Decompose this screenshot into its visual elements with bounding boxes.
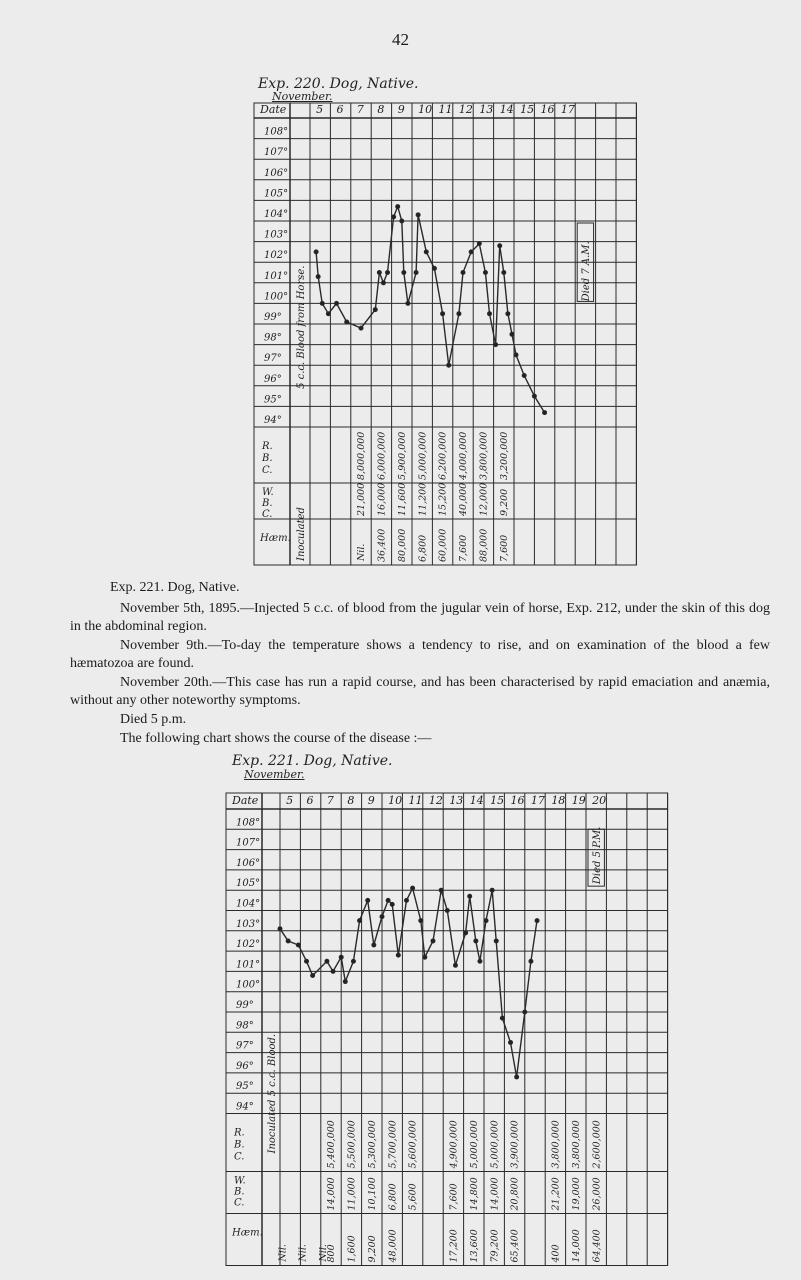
chart2-date-5: 5 <box>286 794 294 807</box>
chart1-temp-point <box>461 271 465 275</box>
chart2-temp-point <box>439 888 443 892</box>
chart2-wbc-value: 11,000 <box>346 1177 358 1211</box>
chart2-date-20: 20 <box>592 794 607 807</box>
chart2-temp-point <box>404 898 408 902</box>
chart1-temp-label: 106° <box>264 167 289 179</box>
chart2-temp-point <box>468 894 472 898</box>
chart2-wbc-value: 19,000 <box>570 1177 582 1211</box>
chart2-temp-label: 99° <box>236 1000 254 1011</box>
chart1-rbc-value: 3,800,000 <box>478 431 490 480</box>
chart1-wbc-value: 12,000 <box>478 482 490 516</box>
chart1-rbc-value: 5,000,000 <box>417 431 429 480</box>
para-3: November 20th.—This case has run a rapid course, and has been characterised by rapid emaciation and anæmia, without any other noteworthy symptoms. <box>70 675 770 708</box>
chart1-temp-label: 108° <box>264 126 289 138</box>
chart2-date-19: 19 <box>571 794 586 807</box>
chart2-wbc-value: 14,800 <box>468 1177 480 1211</box>
chart1-temp-point <box>335 301 339 305</box>
chart2-rbc-value: 5,600,000 <box>407 1120 419 1169</box>
chart2-haem-nil: Nil. <box>318 1244 330 1262</box>
chart2-date-13: 13 <box>449 794 464 807</box>
chart1-date-6: 6 <box>336 103 344 116</box>
chart1-wbc-value: 9,200 <box>498 488 510 516</box>
chart2-haem-value: 14,000 <box>570 1229 582 1263</box>
chart2-date-14: 14 <box>469 794 484 807</box>
chart1-haem-value: 36,400 <box>376 528 388 562</box>
chart1-temp-label: 94° <box>264 415 282 426</box>
chart2-date-label: Date <box>232 794 259 807</box>
chart2-date-9: 9 <box>367 794 375 807</box>
chart1-inoculated: Inoculated <box>296 507 307 561</box>
chart1-haem-value: 7,600 <box>498 534 510 562</box>
chart2-rbc-value: 3,800,000 <box>550 1120 562 1169</box>
chart2-haem-value: 48,000 <box>387 1229 399 1263</box>
chart1-haem-value: 6,800 <box>417 534 429 562</box>
chart1-temp-point <box>326 312 330 316</box>
caption: Exp. 221. Dog, Native. <box>110 580 240 595</box>
chart2-date-16: 16 <box>510 794 525 807</box>
chart2-haem-value: 800 <box>326 1244 338 1263</box>
chart1-death-note: Died 7 A.M. <box>581 241 593 302</box>
chart1-date-15: 15 <box>520 103 535 116</box>
chart1-temp-point <box>498 244 502 248</box>
chart1-date-11: 11 <box>438 103 453 116</box>
chart1-date-10: 10 <box>418 103 433 116</box>
chart1-temp-label: 97° <box>264 353 282 365</box>
chart2-temp-point <box>305 959 309 963</box>
chart1-rbc-value: 4,000,000 <box>458 431 470 480</box>
chart1-wbc-value: 15,200 <box>437 482 449 516</box>
chart2-haem-value: 17,200 <box>448 1229 460 1263</box>
chart1-wbc-value: 40,000 <box>458 482 470 516</box>
chart2-temp-point <box>411 886 415 890</box>
chart2-temp-point <box>351 959 355 963</box>
chart1-temp-label: 98° <box>264 332 282 344</box>
chart2-temp-point <box>372 943 376 947</box>
chart1-date-label: Date <box>260 103 287 116</box>
chart1-temp-point <box>510 332 514 336</box>
chart2-temp-point <box>453 963 457 967</box>
chart1-date-16: 16 <box>540 103 555 116</box>
para-2: November 9th.—To-day the temperature shows a tendency to rise, and on examination of the blood a few hæmatozoa are found. <box>70 638 770 671</box>
chart1-temp-point <box>522 374 526 378</box>
chart2-wbc-value: 5,600 <box>407 1183 419 1211</box>
chart1-temp-point <box>345 320 349 324</box>
chart1-temp-point <box>494 343 498 347</box>
chart2-temp-label: 102° <box>236 939 261 951</box>
chart1-temp-label: 102° <box>264 250 289 262</box>
chart2-date-15: 15 <box>490 794 505 807</box>
chart2-haem-value: 64,400 <box>591 1229 603 1263</box>
chart2-wbc-value: 14,000 <box>489 1177 501 1211</box>
chart2-temp-label: 95° <box>236 1081 254 1093</box>
chart2-temp-point <box>445 909 449 913</box>
chart2-temp-point <box>478 959 482 963</box>
chart1-subtitle: November. <box>272 90 333 103</box>
chart2-death-note: Died 5 P.M. <box>592 826 603 885</box>
chart1-haem-value: 7,600 <box>458 534 470 562</box>
chart2-rbc-value: 5,000,000 <box>489 1120 501 1169</box>
chart2-wbc-value: 6,800 <box>387 1183 399 1211</box>
chart2-haem-nil: Nil. <box>297 1244 309 1262</box>
chart2-rbc-value: 3,900,000 <box>509 1120 521 1169</box>
chart1-haem-value: 88,000 <box>478 528 490 562</box>
para-1: November 5th, 1895.—Injected 5 c.c. of blood from the jugular vein of horse, Exp. 212, under the skin of this dog in the abdominal region. <box>70 601 770 634</box>
chart2-temp-label: 105° <box>236 878 261 890</box>
chart1-wbc-label-1: B. <box>262 498 273 509</box>
chart1-temp-point <box>483 271 487 275</box>
chart2-date-7: 7 <box>326 794 334 807</box>
para-4: Died 5 p.m. <box>120 712 187 727</box>
chart2-temp-label: 108° <box>236 817 261 829</box>
chart2-vertical-note: Inoculated 5 c.c. Blood. <box>267 1033 278 1154</box>
chart1-temp-point <box>502 271 506 275</box>
chart1-date-5: 5 <box>316 103 324 116</box>
chart1-haem-label: Hæm. <box>260 533 291 544</box>
chart1-temp-point <box>543 411 547 415</box>
chart2-temp-point <box>474 939 478 943</box>
chart2-wbc-value: 7,600 <box>448 1183 460 1211</box>
chart1-temp-point <box>514 353 518 357</box>
chart2-rbc-label-2: C. <box>234 1151 245 1163</box>
chart2-temp-point <box>390 902 394 906</box>
chart2-rbc-value: 5,300,000 <box>366 1120 378 1169</box>
chart2-haem-value: 400 <box>550 1244 562 1263</box>
chart1-rbc-label-2: C. <box>262 465 273 476</box>
chart1-wbc-label-2: C. <box>262 509 273 520</box>
chart2-temp-point <box>366 898 370 902</box>
chart1-temp-point <box>457 312 461 316</box>
chart2-rbc-label-0: R. <box>234 1127 245 1139</box>
chart2-date-18: 18 <box>551 794 566 807</box>
chart1-temp-point <box>506 312 510 316</box>
chart2-temp-point <box>386 898 390 902</box>
chart2-date-11: 11 <box>408 794 423 807</box>
chart2-temp-point <box>423 955 427 959</box>
chart2-wbc-label-1: B. <box>234 1186 245 1198</box>
chart1-temp-point <box>377 271 381 275</box>
chart2-temp-label: 94° <box>236 1101 254 1113</box>
chart1-date-14: 14 <box>499 103 514 116</box>
chart2-date-10: 10 <box>388 794 403 807</box>
chart1-temp-point <box>532 394 536 398</box>
chart2-haem-value: 65,400 <box>509 1229 521 1263</box>
chart1-haem-value: 60,000 <box>437 528 449 562</box>
chart2-temp-label: 101° <box>236 959 261 971</box>
chart2-haem-label: Hæm. <box>232 1227 263 1239</box>
chart1-wbc-value: 11,200 <box>417 482 429 516</box>
chart2-temp-point <box>339 955 343 959</box>
chart2-date-17: 17 <box>530 794 545 807</box>
chart2-wbc-value: 26,000 <box>591 1177 603 1211</box>
chart1-temp-point <box>406 301 410 305</box>
chart1-temp-label: 105° <box>264 188 289 200</box>
chart1-date-17: 17 <box>560 103 575 116</box>
chart1-temp-point <box>316 275 320 279</box>
chart1-temp-point <box>396 205 400 209</box>
chart2-wbc-label-0: W. <box>234 1175 246 1187</box>
chart1-temp-point <box>359 326 363 330</box>
chart2-title: Exp. 221. Dog, Native. <box>232 753 393 769</box>
chart2-temp-point <box>325 959 329 963</box>
page-number: 42 <box>392 30 409 49</box>
chart1-temp-label: 107° <box>264 147 289 159</box>
chart1-rbc-value: 6,200,000 <box>437 431 449 480</box>
chart2-rbc-value: 5,700,000 <box>387 1120 399 1169</box>
chart2-wbc-value: 10,100 <box>366 1177 378 1211</box>
chart1-temp-label: 96° <box>264 373 282 385</box>
chart2-temp-label: 97° <box>236 1040 254 1052</box>
chart1-temp-point <box>373 308 377 312</box>
chart1-wbc-value: 16,000 <box>376 482 388 516</box>
chart1-temp-point <box>400 219 404 223</box>
chart1-date-8: 8 <box>377 103 385 116</box>
chart1-temp-point <box>414 271 418 275</box>
chart1-temp-point <box>424 250 428 254</box>
chart2-date-6: 6 <box>306 794 314 807</box>
chart2-rbc-value: 2,600,000 <box>591 1120 603 1169</box>
chart2-wbc-label-2: C. <box>234 1197 245 1209</box>
chart2-haem-value: 79,200 <box>489 1229 501 1263</box>
chart2-temp-point <box>396 953 400 957</box>
chart1-rbc-value: 8,000,000 <box>356 431 368 480</box>
chart2-temp-point <box>431 939 435 943</box>
chart1-title: Exp. 220. Dog, Native. <box>258 76 419 92</box>
chart2-haem-value: 1,600 <box>346 1235 358 1263</box>
chart2-date-12: 12 <box>428 794 443 807</box>
chart2-rbc-value: 5,400,000 <box>326 1120 338 1169</box>
chart2-temp-point <box>464 931 468 935</box>
chart2-haem-nil: Nil. <box>277 1244 289 1262</box>
chart1-date-9: 9 <box>397 103 405 116</box>
chart2-temp-label: 107° <box>236 837 261 849</box>
chart1-rbc-label-1: B. <box>262 453 273 464</box>
chart1-rbc-value: 5,900,000 <box>396 431 408 480</box>
chart2-temp-point <box>296 943 300 947</box>
chart2-temp-point <box>311 973 315 977</box>
chart2-temp-point <box>509 1040 513 1044</box>
chart2-subtitle: November. <box>244 768 305 781</box>
chart2-temp-point <box>380 915 384 919</box>
chart1-date-7: 7 <box>356 103 364 116</box>
chart1-temp-point <box>488 312 492 316</box>
chart1-temp-point <box>402 271 406 275</box>
para-5: The following chart shows the course of the disease :— <box>120 731 432 746</box>
chart2-temp-point <box>331 969 335 973</box>
chart2-wbc-value: 14,000 <box>326 1177 338 1211</box>
chart2-temp-point <box>515 1075 519 1079</box>
chart1-rbc-value: 3,200,000 <box>498 431 510 480</box>
chart2-temp-label: 103° <box>236 918 261 930</box>
chart1-temp-point <box>432 266 436 270</box>
chart2-temp-point <box>494 939 498 943</box>
chart2-temp-label: 98° <box>236 1020 254 1032</box>
chart2-temp-label: 106° <box>236 857 261 869</box>
chart2-wbc-value: 21,200 <box>550 1177 562 1211</box>
chart2-temp-point <box>484 919 488 923</box>
chart1-date-12: 12 <box>458 103 473 116</box>
chart1-date-13: 13 <box>479 103 494 116</box>
chart2-temp-label: 96° <box>236 1060 254 1072</box>
chart1-temp-point <box>477 242 481 246</box>
chart1-temp-point <box>447 363 451 367</box>
chart1-wbc-label-0: W. <box>262 487 274 498</box>
chart2-date-8: 8 <box>347 794 355 807</box>
chart2-rbc-value: 5,000,000 <box>468 1120 480 1169</box>
chart2-temp-point <box>523 1010 527 1014</box>
chart2-rbc-label-1: B. <box>234 1139 245 1151</box>
chart1-temp-label: 99° <box>264 312 282 323</box>
chart1-temp-point <box>392 215 396 219</box>
chart2-temp-label: 100° <box>236 979 261 991</box>
chart2-temp-point <box>286 939 290 943</box>
chart2-haem-value: 13,600 <box>468 1229 480 1263</box>
chart1-temp-point <box>469 250 473 254</box>
chart1-temp-label: 100° <box>264 291 289 303</box>
chart2-rbc-value: 5,500,000 <box>346 1120 358 1169</box>
chart1-haem-nil: Nil. <box>356 543 368 561</box>
chart1-temp-point <box>314 250 318 254</box>
chart2-rbc-value: 3,800,000 <box>570 1120 582 1169</box>
chart2-temp-point <box>535 919 539 923</box>
chart1-temp-label: 104° <box>264 209 289 220</box>
chart1-temp-label: 101° <box>264 270 289 282</box>
chart1-vertical-note: 5 c.c. Blood from Horse. <box>296 265 307 389</box>
chart2-wbc-value: 20,800 <box>509 1177 521 1211</box>
chart2-temp-point <box>529 959 533 963</box>
chart1-temp-point <box>416 213 420 217</box>
chart2-temp-point <box>490 888 494 892</box>
chart1-temp-label: 103° <box>264 229 289 241</box>
chart2-temp-point <box>419 919 423 923</box>
chart2-temp-point <box>343 980 347 984</box>
chart1-rbc-value: 6,000,000 <box>376 431 388 480</box>
chart1-haem-value: 80,000 <box>396 528 408 562</box>
chart1-temp-point <box>441 312 445 316</box>
chart2-rbc-value: 4,900,000 <box>448 1120 460 1169</box>
chart1-temp-point <box>320 301 324 305</box>
chart1-temp-point <box>381 281 385 285</box>
chart2-temp-curve <box>280 888 537 1077</box>
chart1-temp-point <box>386 271 390 275</box>
chart1-temp-label: 95° <box>264 394 282 406</box>
chart1-rbc-label-0: R. <box>262 441 273 452</box>
chart1-wbc-value: 21,000 <box>356 482 368 516</box>
chart2-temp-point <box>358 919 362 923</box>
chart1-wbc-value: 11,600 <box>396 482 408 516</box>
chart2-temp-point <box>278 927 282 931</box>
chart2-temp-label: 104° <box>236 898 261 910</box>
chart2-haem-value: 9,200 <box>366 1235 378 1263</box>
chart2-temp-point <box>500 1016 504 1020</box>
